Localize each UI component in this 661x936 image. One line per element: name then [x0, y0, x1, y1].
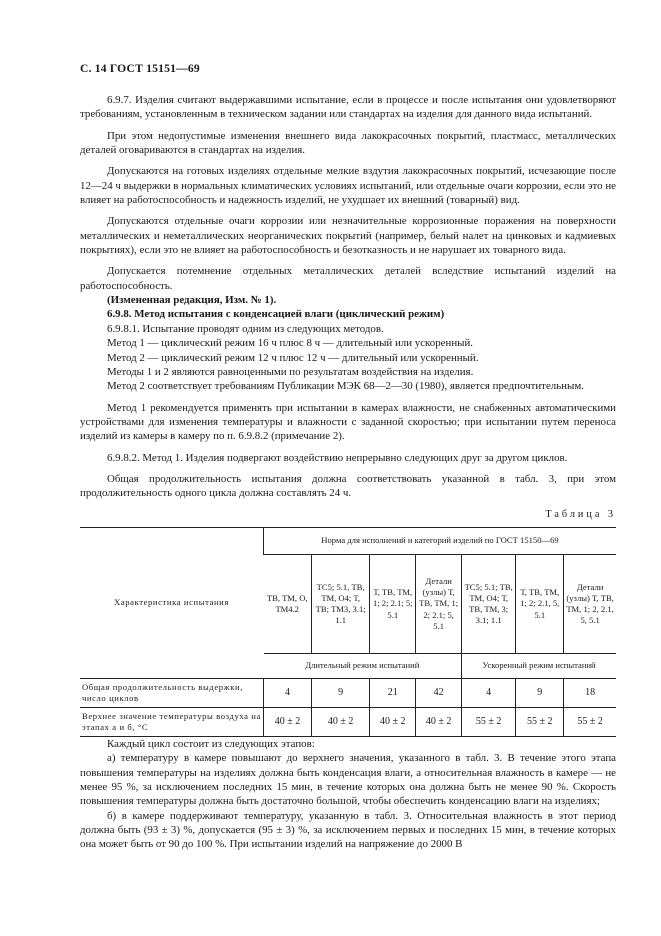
table-cell: 9	[516, 678, 564, 707]
table-column-header: ТС5; 5.1, ТВ, ТМ, О4; Т, ТВ; ТМ3, 3.1; 1.1	[311, 554, 369, 653]
paragraph: Общая продолжительность испытания должна соответствовать указанной в табл. 3, при этом продолжительность одного цикла должна составлять 24 ч.	[80, 472, 616, 500]
table-cell: 55 ± 2	[462, 707, 516, 736]
paragraph: При этом недопустимые изменения внешнего вида лакокрасочных покрытий, пластмасс, металлических деталей оговариваются в стандартах на изделия.	[80, 129, 616, 157]
table-column-header: ТС5; 5.1; ТВ, ТМ, О4; Т, ТВ, ТМ, 3; 3.1; 1.1	[462, 554, 516, 653]
table-cell: 9	[311, 678, 369, 707]
table-cell: 42	[416, 678, 462, 707]
paragraph: Допускаются на готовых изделиях отдельные мелкие вздутия лакокрасочных покрытий, исчезающие после 12—24 ч выдержки в нормальных климатических условиях испытаний, или отдельные очаги коррозии, если это не влияет на работоспособность и надежность изделий, не ухудшает их внешний (товарный) вид.	[80, 165, 616, 207]
paragraph: Метод 1 рекомендуется применять при испытании в камерах влажности, не снабженных автоматическими устройствами для изменения температуры и влажности с заданной скоростью; при испытании путем переноса изделий из камеры в камеру по п. 6.9.8.2 (примечание 2).	[80, 401, 616, 443]
table-cell: 55 ± 2	[564, 707, 616, 736]
table-cell: 4	[462, 678, 516, 707]
list-item-b: б) в камере поддерживают температуру, указанную в табл. 3. Относительная влажность в этот период должна быть (93 ± 3) %, допускается (95 ± 3) %, за исключением первых и последних 15 мин, в течение которых она может быть от 90 до 100 %. При испытании изделий на напряжение до 2000 В	[80, 809, 616, 851]
table-cell: 18	[564, 678, 616, 707]
paragraph: Метод 1 — циклический режим 16 ч плюс 8 ч — длительный или ускоренный.	[107, 337, 474, 350]
amendment-note: (Измененная редакция, Изм. № 1).	[107, 294, 277, 307]
table-caption: Таблица 3	[545, 508, 616, 520]
table-column-header: Детали (узлы) Т, ТВ, ТМ, 1; 2, 2.1, 5, 5.1	[564, 554, 616, 653]
table-mode-fast: Ускоренный режим испытаний	[462, 653, 616, 678]
paragraph-6-9-8-1: 6.9.8.1. Испытание проводят одним из следующих методов.	[107, 322, 384, 335]
table-row-label: Верхнее значение температуры воздуха на этапах а и б, °С	[80, 707, 264, 736]
page-header: С. 14 ГОСТ 15151—69	[80, 62, 200, 75]
section-heading-6-9-8: 6.9.8. Метод испытания с конденсацией влаги (циклический режим)	[107, 308, 445, 321]
table-header-norm: Норма для исполнений и категорий изделий по ГОСТ 15150—69	[264, 527, 617, 554]
table-cell: 21	[370, 678, 416, 707]
paragraph: Допускаются отдельные очаги коррозии или незначительные коррозионные поражения на поверхности металлических и неметаллических неорганических покрытий (например, белый налет на цинковых и кадмиевых покрытиях), если это не влияет на работоспособность и безотказность и не нарушает их товарного вида.	[80, 215, 616, 257]
table-cell: 4	[264, 678, 312, 707]
table-column-header: ТВ, ТМ, О, ТМ4.2	[264, 554, 312, 653]
table-column-header: Детали (узлы) Т, ТВ, ТМ, 1; 2; 2.1; 5, 5.1	[416, 554, 462, 653]
table-cell: 40 ± 2	[416, 707, 462, 736]
list-item-a: а) температуру в камере повышают до верхнего значения, указанного в табл. 3. В течение этого этапа повышения температуры на изделиях должна быть конденсация влаги, а относительная влажность в камере — не менее 95 %, за исключением последних 15 мин, в течение которых она должна быть не менее 90 %. Скорость повышения температуры должна быть достаточно большой, чтобы обеспечить конденсацию влаги на изделиях;	[80, 752, 616, 808]
table-cell: 55 ± 2	[516, 707, 564, 736]
table-3	[80, 527, 616, 737]
paragraph: Методы 1 и 2 являются равноценными по результатам воздействия на изделия.	[107, 365, 474, 378]
table-header-characteristic: Характеристика испытания	[80, 527, 264, 678]
paragraph: Метод 2 — циклический режим 12 ч плюс 12 ч — длительный или ускоренный.	[107, 351, 479, 364]
table-cell: 40 ± 2	[311, 707, 369, 736]
paragraph: Каждый цикл состоит из следующих этапов:	[107, 737, 315, 750]
paragraph: Допускается потемнение отдельных металлических деталей вследствие испытаний изделий на работоспособность.	[80, 265, 616, 292]
paragraph-6-9-8-2: 6.9.8.2. Метод 1. Изделия подвергают воздействию непрерывно следующих друг за другом циклов.	[107, 451, 568, 464]
table-column-header: Т, ТВ, ТМ, 1; 2; 2.1, 5, 5.1	[516, 554, 564, 653]
paragraph-6-9-7: 6.9.7. Изделия считают выдержавшими испытание, если в процессе и после испытания они удовлетворяют требованиям, установленным в техническом задании или стандартах на изделия для данного вида испытаний.	[80, 94, 616, 121]
table-mode-long: Длительный режим испытаний	[264, 653, 462, 678]
paragraph: Метод 2 соответствует требованиям Публикации МЭК 68—2—30 (1980), является предпочтительным.	[107, 380, 584, 393]
table-cell: 40 ± 2	[264, 707, 312, 736]
document-body	[80, 93, 616, 852]
table-column-header: Т, ТВ, ТМ, 1; 2; 2.1; 5; 5.1	[370, 554, 416, 653]
table-cell: 40 ± 2	[370, 707, 416, 736]
table-row-label: Общая продолжительность выдержки, число циклов	[80, 678, 264, 707]
